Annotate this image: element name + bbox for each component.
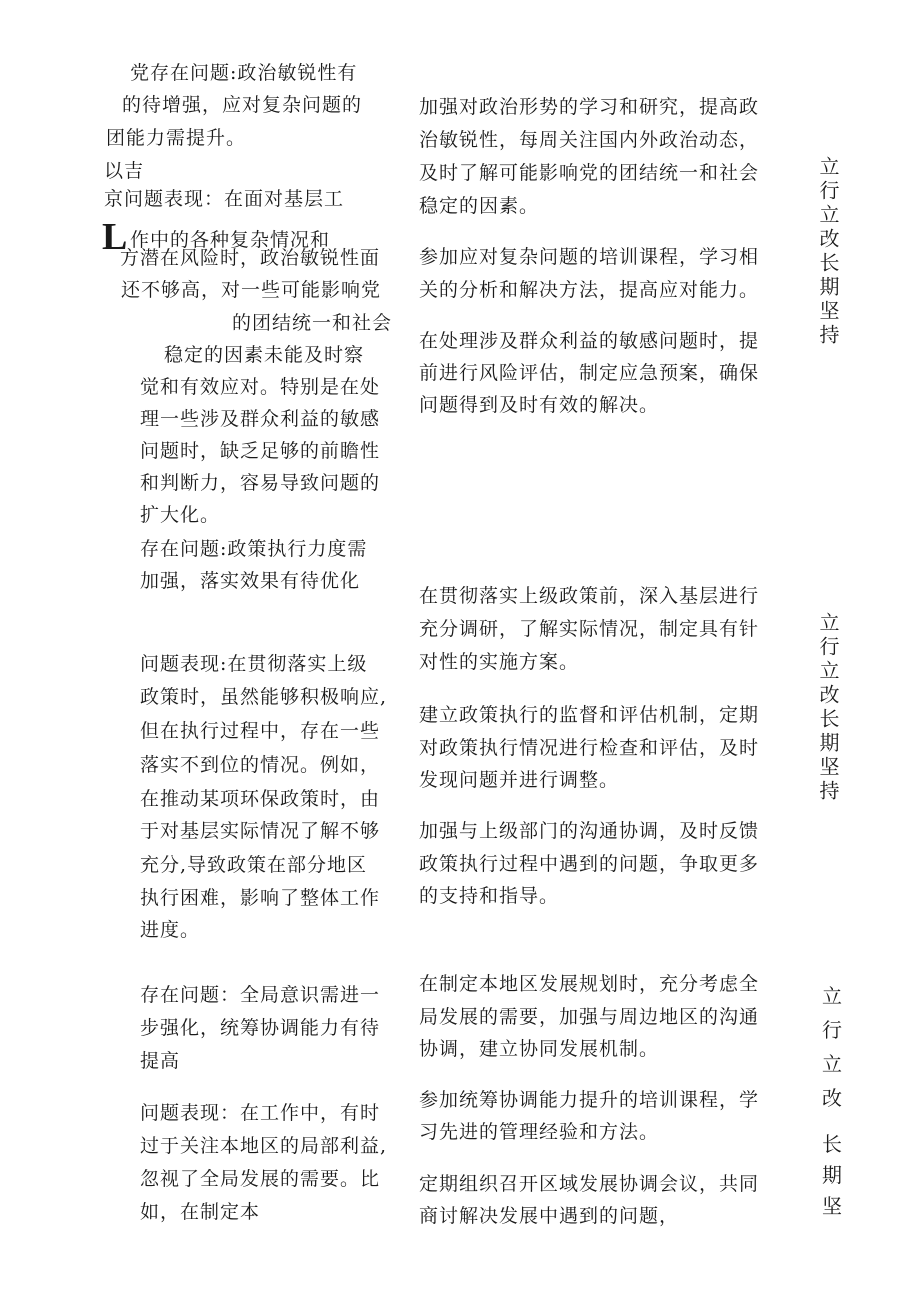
left-text-line: 和判断力，容易导致问题的: [140, 472, 381, 494]
measure-text-line: 对性的实施方案。: [419, 651, 580, 673]
left-text-line: 的待增强，应对复杂问题的: [122, 94, 363, 116]
timeline-label: 立行立改长期坚持: [816, 156, 840, 348]
measure-text-line: 政策执行过程中遇到的问题，争取更多: [419, 853, 760, 875]
left-problem-line: 加强，落实效果有待优化: [140, 570, 361, 592]
measure-text-line: 加强对政治形势的学习和研究，提高政: [419, 96, 760, 118]
timeline-char: 期: [822, 1163, 842, 1187]
measure-text-line: 加强与上级部门的沟通协调，及时反馈: [419, 820, 760, 842]
timeline-char: 改: [822, 1086, 842, 1110]
left-text-line: 方潜在风险时，政治敏锐性面: [120, 247, 381, 269]
left-detail-line: 在推动某项环保政策时，由: [140, 788, 381, 810]
timeline-char: 长: [822, 1132, 842, 1156]
left-detail-line: 问题表现:在贯彻落实上级: [140, 653, 368, 675]
measure-text-line: 充分调研，了解实际情况，制定具有针: [419, 618, 760, 640]
left-text-line: 觉和有效应对。特别是在处: [140, 376, 381, 398]
measure-text-line: 关的分析和解决方法，提高应对能力。: [419, 279, 760, 301]
left-detail-line: 落实不到位的情况。例如，: [140, 754, 381, 776]
left-text-line: 京问题表现：在面对基层工: [104, 188, 345, 210]
measure-text-line: 治敏锐性，每周关注国内外政治动态，: [419, 129, 760, 151]
left-detail-line: 问题表现：在工作中，有时: [140, 1102, 381, 1124]
left-text-line: 团能力需提升。: [106, 127, 247, 149]
measure-text-line: 建立政策执行的监督和评估机制，定期: [419, 704, 760, 726]
left-text-line: 理一些涉及群众利益的敏感: [140, 408, 381, 430]
left-text-line: 的团结统一和社会: [232, 312, 393, 334]
timeline-char: 立: [822, 984, 842, 1008]
measure-text-line: 协调，建立协同发展机制。: [419, 1038, 660, 1060]
measure-text-line: 商讨解决发展中遇到的问题，: [419, 1205, 680, 1227]
left-detail-line: 政策时，虽然能够积极响应,: [140, 686, 388, 708]
measure-text-line: 习先进的管理经验和方法。: [419, 1121, 660, 1143]
measure-text-line: 参加统筹协调能力提升的培训课程，学: [419, 1089, 760, 1111]
left-problem-line: 提高: [140, 1050, 181, 1072]
left-text-line: 作中的各种复杂情况和: [130, 229, 331, 251]
left-problem-line: 存在问题：全局意识需进一: [140, 984, 381, 1006]
drop-letter: L: [102, 216, 128, 258]
measure-text-line: 及时了解可能影响党的团结统一和社会: [419, 162, 760, 184]
timeline-label: 立行立改长期坚持: [816, 612, 840, 804]
left-detail-line: 进度。: [140, 919, 201, 941]
left-problem-line: 存在问题:政策执行力度需: [140, 538, 368, 560]
measure-text-line: 在处理涉及群众利益的敏感问题时，提: [419, 330, 760, 352]
left-text-line: 以吉: [104, 160, 145, 182]
left-text-line: 党存在问题:政治敏锐性有: [130, 62, 358, 84]
left-text-line: 稳定的因素未能及时察: [164, 344, 365, 366]
measure-text-line: 稳定的因素。: [419, 195, 540, 217]
measure-text-line: 问题得到及时有效的解决。: [419, 394, 660, 416]
measure-text-line: 局发展的需要，加强与周边地区的沟通: [419, 1006, 760, 1028]
measure-text-line: 发现问题并进行调整。: [419, 769, 620, 791]
left-problem-line: 步强化，统筹协调能力有待: [140, 1017, 381, 1039]
left-text-line: 扩大化。: [140, 504, 221, 526]
timeline-char: 坚: [822, 1194, 842, 1218]
left-detail-line: 忽视了全局发展的需要。比: [140, 1168, 381, 1190]
measure-text-line: 前进行风险评估，制定应急预案，确保: [419, 362, 760, 384]
measure-text-line: 定期组织召开区域发展协调会议，共同: [419, 1173, 760, 1195]
left-detail-line: 如，在制定本: [140, 1201, 261, 1223]
left-detail-line: 执行困难，影响了整体工作: [140, 887, 381, 909]
measure-text-line: 在制定本地区发展规划时，充分考虑全: [419, 973, 760, 995]
left-text-line: 还不够高，对一些可能影响党: [121, 279, 382, 301]
left-detail-line: 充分,导致政策在部分地区: [140, 854, 368, 876]
left-detail-line: 但在执行过程中，存在一些: [140, 720, 381, 742]
measure-text-line: 的支持和指导。: [419, 885, 560, 907]
timeline-char: 立: [822, 1052, 842, 1076]
left-detail-line: 于对基层实际情况了解不够: [140, 820, 381, 842]
left-detail-line: 过于关注本地区的局部利益,: [140, 1135, 388, 1157]
timeline-char: 行: [822, 1018, 842, 1042]
measure-text-line: 在贯彻落实上级政策前，深入基层进行: [419, 585, 760, 607]
measure-text-line: 对政策执行情况进行检查和评估，及时: [419, 737, 760, 759]
measure-text-line: 参加应对复杂问题的培训课程，学习相: [419, 246, 760, 268]
left-text-line: 问题时，缺乏足够的前瞻性: [140, 440, 381, 462]
